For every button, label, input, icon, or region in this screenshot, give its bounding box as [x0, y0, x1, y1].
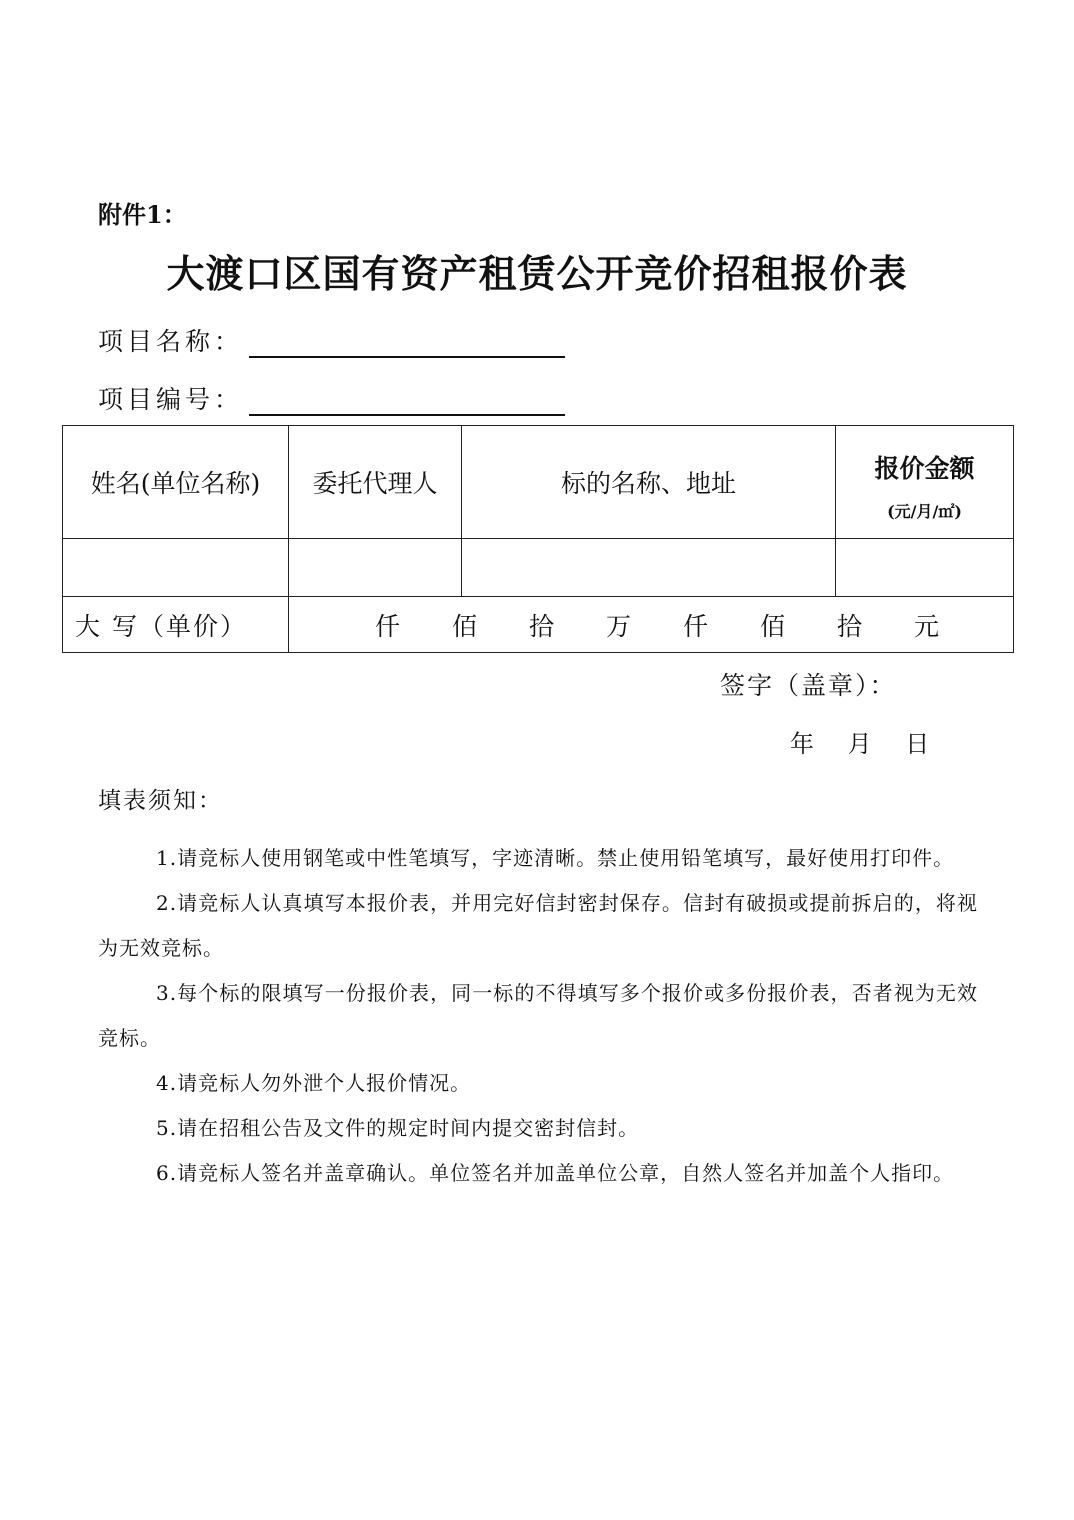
- caps-unit: 仟: [374, 611, 400, 641]
- attachment-label: 附件1：: [98, 200, 187, 229]
- date-year: 年: [790, 730, 814, 758]
- caps-unit: 仟: [682, 611, 708, 641]
- name-cell[interactable]: [63, 539, 289, 597]
- header-target: 标的名称、地址: [462, 426, 836, 539]
- date-day: 日: [905, 730, 930, 758]
- table-header-row: [63, 426, 1014, 539]
- signature-label: 签字（盖章）：: [720, 671, 897, 700]
- note-item: 6.请竞标人签名并盖章确认。单位签名并加盖单位公章，自然人签名并加盖个人指印。: [156, 1161, 955, 1185]
- header-name: 姓名(单位名称): [63, 426, 289, 539]
- project-name-label: 项目名称：: [98, 327, 244, 356]
- caps-row: [63, 597, 1014, 653]
- quote-table: [62, 425, 1014, 653]
- note-item: 1.请竞标人使用钢笔或中性笔填写，字迹清晰。禁止使用铅笔填写，最好使用打印件。: [156, 846, 955, 870]
- caps-amount-cell[interactable]: [289, 597, 1014, 653]
- project-number-label: 项目编号：: [98, 385, 244, 414]
- date-month: 月: [847, 730, 872, 758]
- note-item: 5.请在招租公告及文件的规定时间内提交密封信封。: [156, 1116, 640, 1140]
- notes-list: [98, 836, 978, 1196]
- price-cell[interactable]: [836, 539, 1014, 597]
- header-price-unit: (元/月/㎡): [887, 501, 962, 521]
- caps-unit: 佰: [451, 611, 477, 641]
- caps-unit: 佰: [759, 611, 785, 641]
- note-item: 3.每个标的限填写一份报价表，同一标的不得填写多个报价或多份报价表，否者视为无效竞标。: [98, 981, 978, 1050]
- target-cell[interactable]: [462, 539, 836, 597]
- agent-cell[interactable]: [289, 539, 462, 597]
- header-price: [836, 426, 1014, 539]
- caps-unit: 拾: [528, 611, 554, 641]
- caps-unit: 拾: [836, 611, 862, 641]
- notes-heading: 填表须知：: [98, 788, 223, 814]
- note-item: 2.请竞标人认真填写本报价表，并用完好信封密封保存。信封有破损或提前拆启的，将视为无效竞标。: [98, 891, 978, 960]
- caps-unit: 万: [605, 611, 631, 641]
- header-agent: 委托代理人: [289, 426, 462, 539]
- project-number-blank[interactable]: [249, 386, 565, 416]
- page-title: 大渡口区国有资产租赁公开竞价招租报价表: [166, 251, 908, 296]
- table-row: [63, 539, 1014, 597]
- project-name-field: [98, 322, 565, 358]
- project-number-field: [98, 380, 565, 416]
- project-name-blank[interactable]: [249, 328, 565, 358]
- caps-label: 大 写（单价）: [63, 597, 289, 653]
- note-item: 4.请竞标人勿外泄个人报价情况。: [156, 1071, 472, 1095]
- caps-unit: 元: [913, 611, 939, 641]
- header-price-label: 报价金额: [874, 453, 975, 483]
- date-line: [790, 724, 955, 759]
